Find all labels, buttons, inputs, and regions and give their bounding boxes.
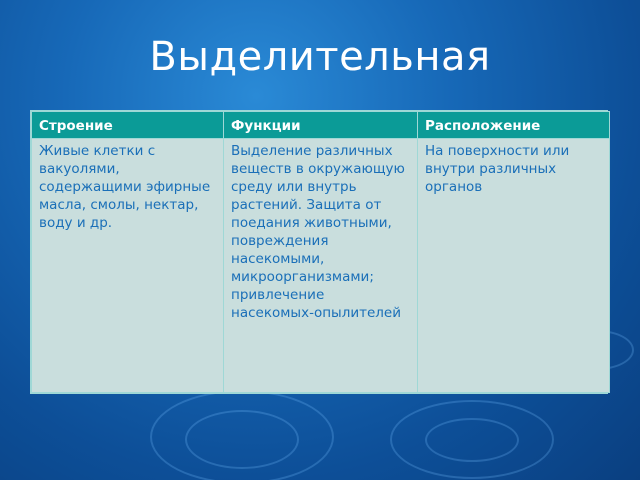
table-header-row [32,112,610,139]
ripple-decoration [425,418,519,462]
cell-structure: Живые клетки с вакуолями, содержащими эфирные масла, смолы, нектар, воду и др. [32,139,224,393]
data-table [31,111,610,393]
table-row [32,139,610,393]
tissue-table [30,110,608,394]
column-header-functions: Функции [224,112,418,139]
ripple-decoration [390,400,554,479]
ripple-decoration [150,390,334,480]
cell-location: На поверхности или внутри различных органов [418,139,610,393]
column-header-structure: Строение [32,112,224,139]
column-header-location: Расположение [418,112,610,139]
ripple-decoration [185,410,299,469]
slide-title: Выделительная [149,34,491,80]
cell-functions: Выделение различных веществ в окружающую среду или внутрь растений. Защита от поедания животными, повреждения насекомыми, микроорганизмами; привлечение насекомых-опылителей [224,139,418,393]
